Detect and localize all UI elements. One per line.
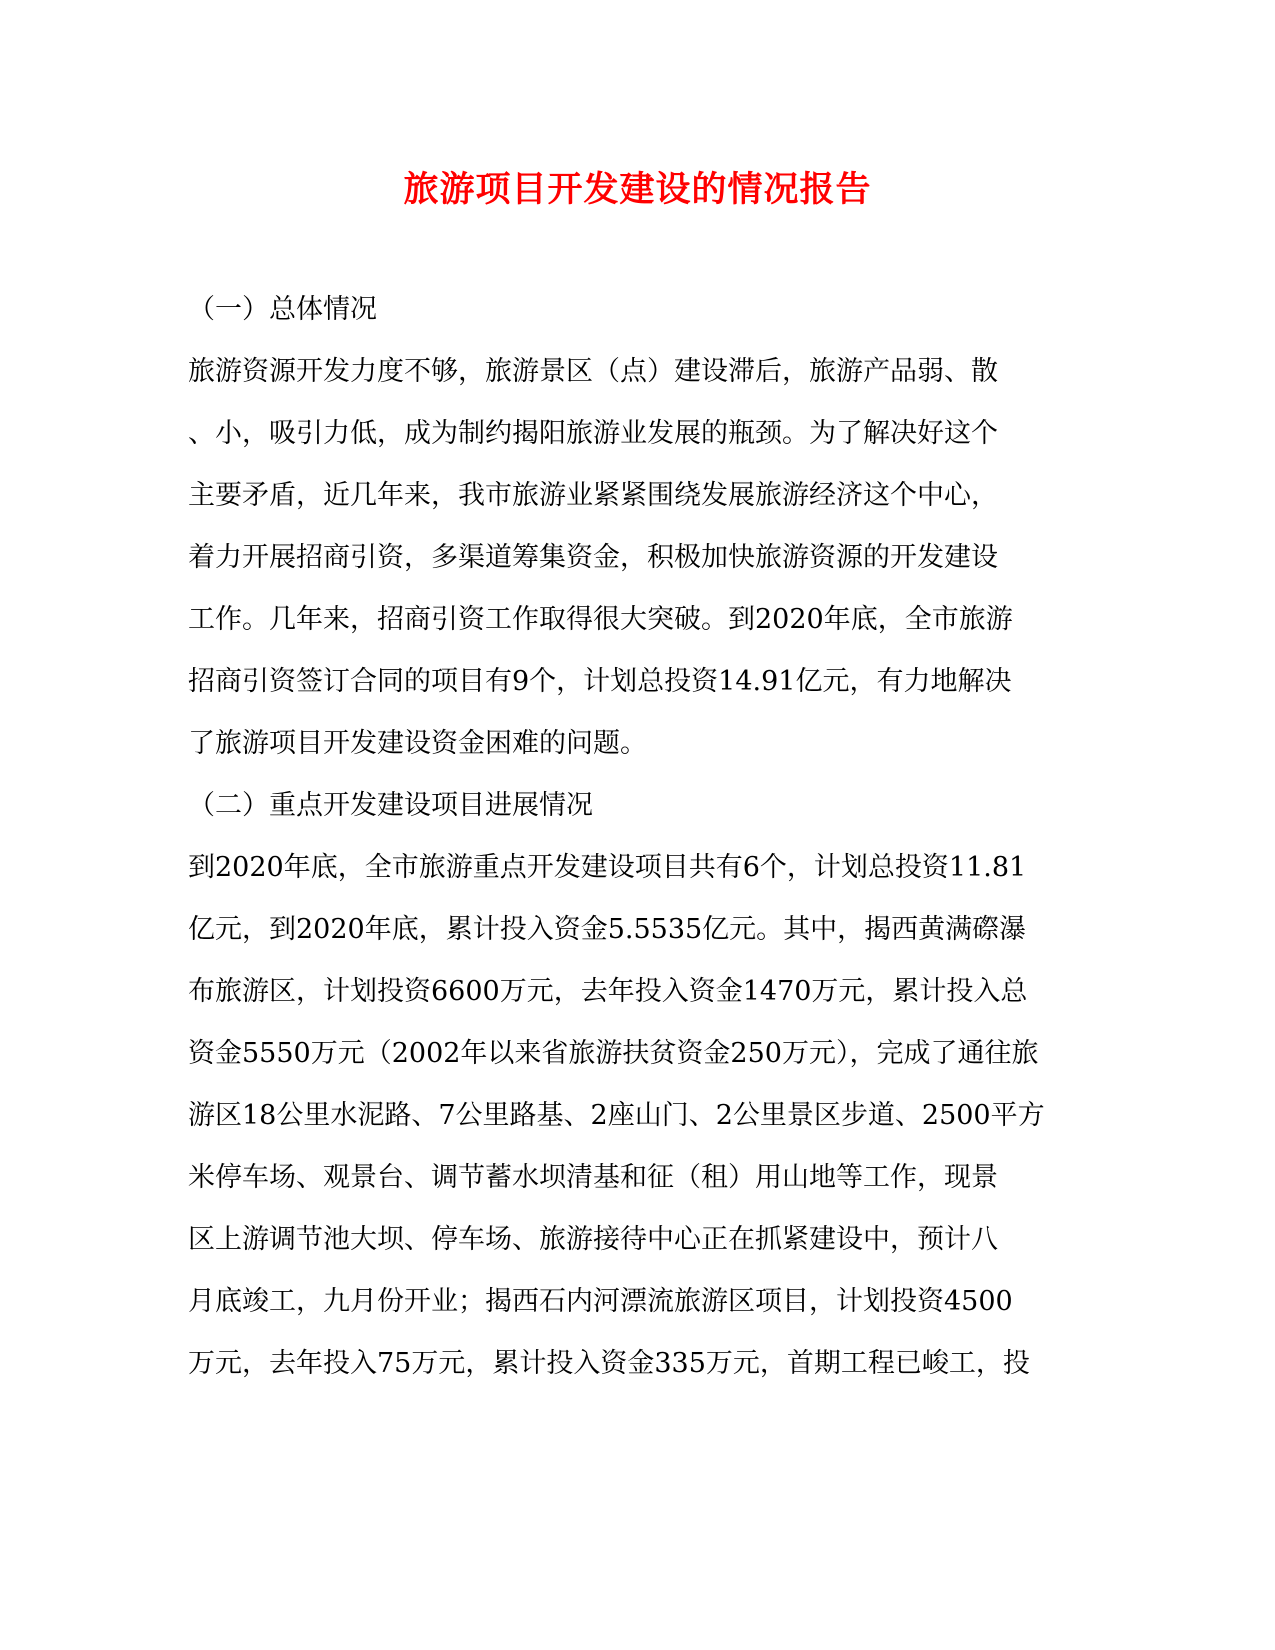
text-line: 亿元，到2020年底，累计投入资金5.5535亿元。其中，揭西黄满磜瀑 bbox=[188, 914, 1027, 945]
text-line: 游区18公里水泥路、7公里路基、2座山门、2公里景区步道、2500平方 bbox=[188, 1100, 1045, 1131]
text-line: 了旅游项目开发建设资金困难的问题。 bbox=[188, 728, 647, 759]
section-heading-1: （一）总体情况 bbox=[188, 294, 377, 325]
text-line: 资金5550万元（2002年以来省旅游扶贫资金250万元），完成了通往旅 bbox=[188, 1038, 1039, 1069]
text-line: 布旅游区，计划投资6600万元，去年投入资金1470万元，累计投入总 bbox=[188, 976, 1028, 1007]
text-line: 米停车场、观景台、调节蓄水坝清基和征（租）用山地等工作，现景 bbox=[188, 1162, 998, 1193]
text-line: 招商引资签订合同的项目有9个，计划总投资14.91亿元，有力地解决 bbox=[188, 666, 1012, 697]
text-line: 区上游调节池大坝、停车场、旅游接待中心正在抓紧建设中，预计八 bbox=[188, 1224, 998, 1255]
text-line: 着力开展招商引资，多渠道筹集资金，积极加快旅游资源的开发建设 bbox=[188, 542, 998, 573]
text-line: 主要矛盾，近几年来，我市旅游业紧紧围绕发展旅游经济这个中心， bbox=[188, 480, 998, 511]
text-line: 月底竣工，九月份开业；揭西石内河漂流旅游区项目，计划投资4500 bbox=[188, 1286, 1013, 1317]
text-line: 工作。几年来，招商引资工作取得很大突破。到2020年底，全市旅游 bbox=[188, 604, 1013, 635]
text-line: 万元，去年投入75万元，累计投入资金335万元，首期工程已峻工，投 bbox=[188, 1348, 1030, 1379]
section-heading-2: （二）重点开发建设项目进展情况 bbox=[188, 790, 593, 821]
text-line: 到2020年底，全市旅游重点开发建设项目共有6个，计划总投资11.81 bbox=[188, 852, 1027, 883]
text-line: 旅游资源开发力度不够，旅游景区（点）建设滞后，旅游产品弱、散 bbox=[188, 356, 998, 387]
document-body bbox=[188, 279, 1068, 1395]
text-line: 、小，吸引力低，成为制约揭阳旅游业发展的瓶颈。为了解决好这个 bbox=[188, 418, 998, 449]
document-title: 旅游项目开发建设的情况报告 bbox=[403, 169, 872, 210]
